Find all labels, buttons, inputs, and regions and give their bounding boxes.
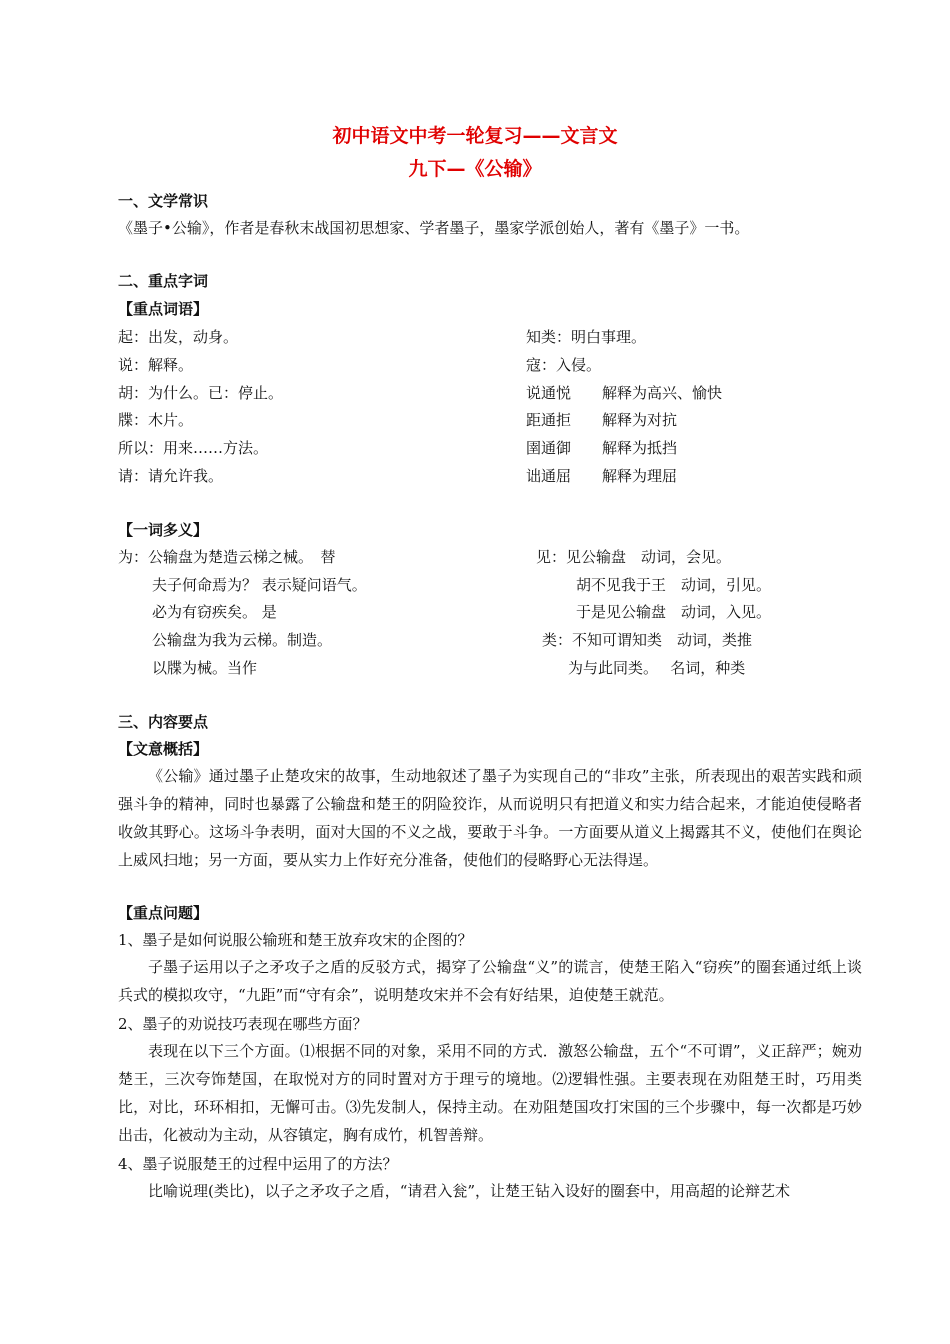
polysemy-wei: 为：公输盘为楚造云梯之械。 替: [118, 548, 336, 566]
subheading-key-words: 【重点词语】: [118, 300, 209, 318]
answer-2: 表现在以下三个方面。⑴根据不同的对象，采用不同的方式．激怒公输盘，五个“不可谓”，义正辞严；婉劝楚王，三次夸饰楚国，在取悦对方的同时置对方于理亏的境地。⑵逻辑性强。主要表现在劝阻楚王时，巧用类比，对比，环环相扣，无懈可击。⑶先发制人，保持主动。在劝阻楚国攻打宋国的三个步骤中，每一次都是巧妙出击，化被动为主动，从容镇定，胸有成竹，机智善辩。: [118, 1042, 862, 1144]
keyword-right: 知类：明白事理。: [526, 328, 647, 346]
keyword-left: 所以：用来……方法。: [118, 439, 269, 457]
polysemy-lei: 类：不知可谓知类 动词，类推: [542, 631, 753, 649]
keyword-right: 说通悦: [526, 384, 572, 402]
polysemy-wei: 夫子何命焉为？ 表示疑问语气。: [152, 576, 367, 594]
keyword-left: 说：解释。: [118, 356, 194, 374]
keyword-left: 请：请允许我。: [118, 467, 224, 485]
literature-text: 《墨子•公输》，作者是春秋末战国初思想家、学者墨子，墨家学派创始人，著有《墨子》一书。: [118, 219, 750, 237]
polysemy-jian: 胡不见我于王 动词，引见。: [576, 576, 772, 594]
polysemy-jian: 于是见公输盘 动词，入见。: [576, 603, 772, 621]
keyword-right: 圉通御: [526, 439, 572, 457]
question-4: 4、墨子说服楚王的过程中运用了的方法？: [118, 1155, 398, 1173]
question-1: 1、墨子是如何说服公输班和楚王放弃攻宋的企图的？: [118, 931, 473, 949]
polysemy-lei: 为与此同类。 名词，种类: [568, 659, 746, 677]
polysemy-wei: 公输盘为我为云梯。制造。: [152, 631, 333, 649]
keyword-right-meaning: 解释为理屈: [602, 467, 678, 485]
subheading-polysemy: 【一词多义】: [118, 521, 209, 539]
keyword-left: 胡：为什么。已：停止。: [118, 384, 284, 402]
keyword-right: 寇：入侵。: [526, 356, 602, 374]
doc-subtitle: 九下—《公输》: [408, 158, 542, 180]
subheading-summary: 【文意概括】: [118, 740, 209, 758]
keyword-right: 距通拒: [526, 411, 572, 429]
keyword-right: 诎通屈: [526, 467, 572, 485]
keyword-right-meaning: 解释为抵挡: [602, 439, 678, 457]
keyword-right-meaning: 解释为高兴、愉快: [602, 384, 723, 402]
section-heading-content: 三、内容要点: [118, 713, 209, 731]
keyword-right-meaning: 解释为对抗: [602, 411, 678, 429]
answer-1: 子墨子运用以子之矛攻子之盾的反驳方式，揭穿了公输盘“义”的谎言，使楚王陷入“窃疾”的圈套通过纸上谈兵式的模拟攻守，“九距”而“守有余”，说明楚攻宋并不会有好结果，迫使楚王就范。: [118, 958, 862, 1004]
keyword-left: 起：出发，动身。: [118, 328, 239, 346]
polysemy-wei: 必为有窃疾矣。 是: [152, 603, 277, 621]
question-2: 2、墨子的劝说技巧表现在哪些方面？: [118, 1015, 368, 1033]
section-heading-literature: 一、文学常识: [118, 192, 209, 210]
polysemy-wei: 以牒为械。当作: [152, 659, 258, 677]
keyword-left: 牒：木片。: [118, 411, 194, 429]
summary-paragraph: 《公输》通过墨子止楚攻宋的故事，生动地叙述了墨子为实现自己的“非攻”主张，所表现出的艰苦实践和顽强斗争的精神，同时也暴露了公输盘和楚王的阴险狡诈，从而说明只有把道义和实力结合起来，才能迫使侵略者收敛其野心。这场斗争表明，面对大国的不义之战，要敢于斗争。一方面要从道义上揭露其不义，使他们在舆论上威风扫地；另一方面，要从实力上作好充分准备，使他们的侵略野心无法得逞。: [118, 767, 862, 869]
answer-4: 比喻说理(类比)，以子之矛攻子之盾，“请君入瓮”，让楚王钻入设好的圈套中，用高超的论辩艺术: [148, 1182, 791, 1200]
polysemy-jian: 见：见公输盘 动词，会见。: [536, 548, 732, 566]
subheading-key-questions: 【重点问题】: [118, 904, 209, 922]
section-heading-keywords: 二、重点字词: [118, 272, 209, 290]
doc-title: 初中语文中考一轮复习——文言文: [332, 125, 618, 147]
